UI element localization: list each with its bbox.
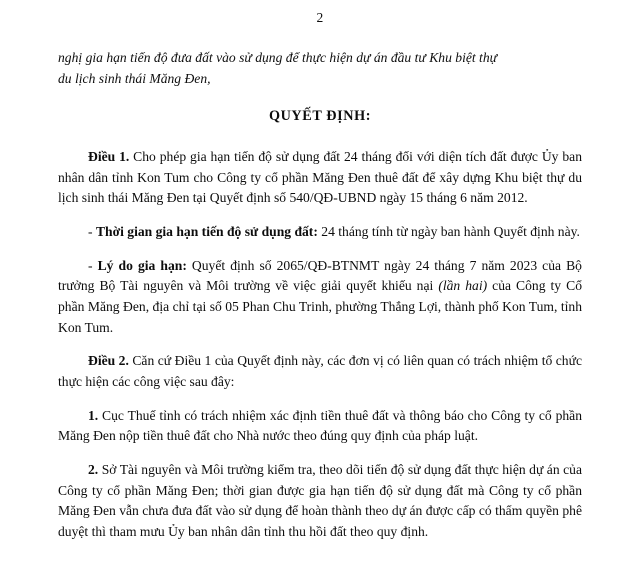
article-1-paragraph [58,147,582,209]
dash-item-reason-text-part2: của Công ty Cổ phần Măng Đen, địa chỉ tại số 05 Phan Chu Trinh, phường Thắng Lợi, thành phố Kon Tum, tỉnh Kon Tum. [58,278,582,335]
numbered-item-2 [58,460,582,543]
numbered-item-1-number: 1. [88,407,99,423]
article-1-label: Điều 1. [88,149,130,165]
numbered-item-2-number: 2. [88,461,99,477]
numbered-item-2-text: Sở Tài nguyên và Môi trường kiểm tra, theo dõi tiến độ sử dụng đất thực hiện dự án của Công ty cổ phần Măng Đen; thời gian được gia hạn tiến độ sử dụng đất mà Công ty cổ phần Măng Đen vẫn chưa đưa đất vào sử dụng để hoàn thành theo dự án được cấp có thẩm quyền phê duyệt thì tham mưu Ủy ban nhân dân tỉnh thu hồi đất theo quy định. [58,461,582,539]
lead-paragraph-line-1: nghị gia hạn tiến độ đưa đất vào sử dụng để thực hiện dự án đầu tư Khu biệt thự [58,50,498,66]
article-2-text: Căn cứ Điều 1 của Quyết định này, các đơn vị có liên quan có trách nhiệm tổ chức thực hiện các công việc sau đây: [58,353,582,389]
numbered-item-1 [58,406,582,447]
dash-item-duration [58,222,582,243]
article-2-label: Điều 2. [88,353,129,369]
dash-item-reason-text-part1: Quyết định số 2065/QĐ-BTNMT ngày 24 tháng 7 năm 2023 của Bộ trưởng Bộ Tài nguyên và Môi trường về việc giải quyết khiếu nại [58,257,582,294]
dash-item-reason-label: Lý do gia hạn: [97,257,187,273]
numbered-item-1-text: Cục Thuế tỉnh có trách nhiệm xác định tiền thuê đất và thông báo cho Công ty cổ phần Măng Đen nộp tiền thuê đất cho Nhà nước theo đúng quy định của pháp luật. [58,407,582,444]
dash-bullet-2: - [88,257,98,273]
dash-bullet-1: - [88,224,96,240]
dash-item-duration-label: Thời gian gia hạn tiến độ sử dụng đất: [95,224,318,240]
dash-item-reason-text-italic: (lần hai) [438,278,488,294]
article-1-text: Cho phép gia hạn tiến độ sử dụng đất 24 tháng đối với diện tích đất được Ủy ban nhân dân tỉnh Kon Tum cho Công ty cổ phần Măng Đen thuê đất để xây dựng Khu biệt thự du lịch sinh thái Măng Đen tại Quyết định số 540/QĐ-UBND ngày 15 tháng 6 năm 2012. [58,149,582,206]
lead-paragraph [58,48,582,89]
dash-item-duration-text: 24 tháng tính từ ngày ban hành Quyết định này. [317,224,580,240]
document-body [58,48,582,542]
dash-item-reason [58,256,582,339]
page-number: 2 [316,10,324,25]
lead-paragraph-line-2: du lịch sinh thái Măng Đen, [58,70,211,86]
article-2-paragraph [58,351,582,392]
decision-heading: QUYẾT ĐỊNH: [268,107,372,124]
